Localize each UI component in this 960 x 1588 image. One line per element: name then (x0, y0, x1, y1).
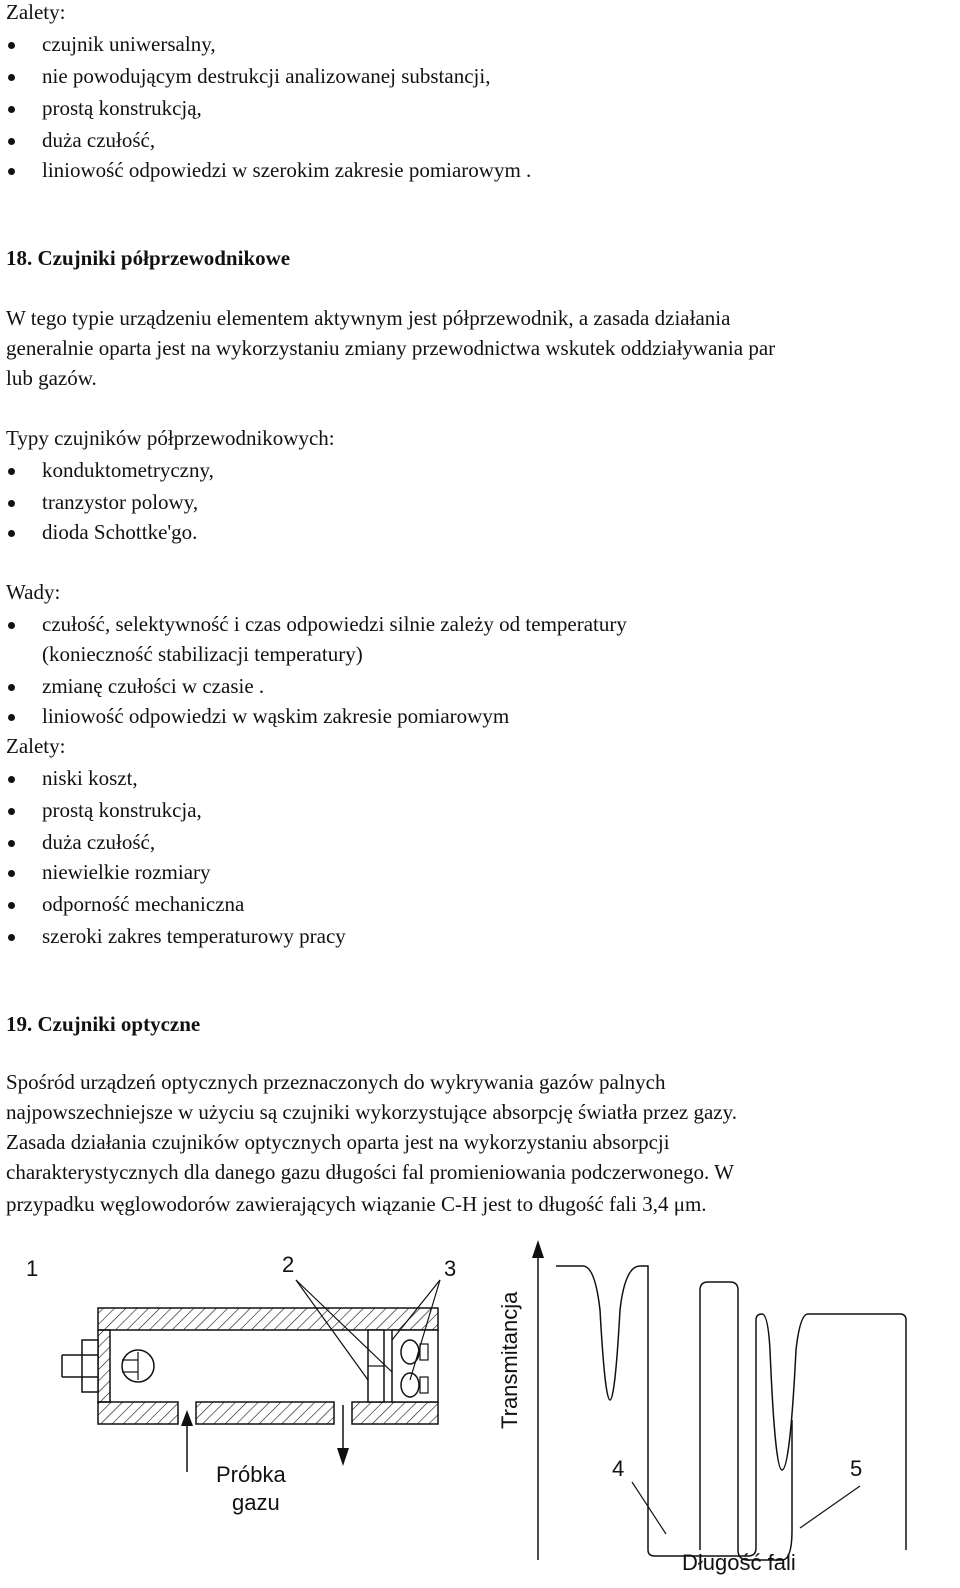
optical-sensor-figure (0, 1230, 960, 1582)
sample-label-line1: Próbka (216, 1462, 286, 1487)
lamp-holder (82, 1340, 98, 1392)
bullet-icon (8, 530, 15, 537)
bullet-icon (8, 622, 15, 629)
detector-lower (401, 1373, 419, 1397)
bullet-icon (8, 168, 15, 175)
label-3: 3 (444, 1256, 457, 1281)
section-heading-19: 19. Czujniki optyczne (6, 1012, 201, 1036)
types-label: Typy czujników półprzewodnikowych: (6, 426, 335, 450)
document-page: Zalety: czujnik uniwersalny, nie powodującym destrukcji analizowanej substancji, prostą konstrukcją, duża czułość, liniowość odpowiedzi w szerokim zakresie pomiarowym . 18. Czujniki półprzewodnikowe W tego typie urządzeniu elementem aktywnym jest półprzewodnik, a zasada działania generalnie oparta jest na wykorzystaniu zmiany przewodnictwa wskutek oddziaływania par lub gazów. Typy czujników półprzewodnikowych: konduktometryczny, tranzystor polowy, dioda Schottke'go. Wady: czułość, selektywność i czas odpowiedzi silnie zależy od temperatury (konieczność stabilizacji temperatury) zmianę czułości w czasie . liniowość odpowiedzi w wąskim zakresie pomiarowym Zalety: niski koszt, prostą konstrukcja, duża czułość, niewielkie rozmiary odporność mechaniczna szeroki zakres temperaturowy pracy 19. Czujniki optyczne Spośród urządzeń optycznych przeznaczonych do wykrywania gazów palnych najpowszechniejsze w użyciu są czujniki wykorzystujące absorpcję światła przez gazy. Zasada działania czujników optycznych oparta jest na wykorzystaniu absorpcji charakterystycznych dla danego gazu długości fal promieniowania podczerwonego. W przypadku węglowodorów zawierających wiązanie C-H jest to długość fali 3,4 μm. 1 2 3 Próbka gazu 4 5 Długość fali Transmitancja (0, 0, 960, 1582)
x-axis-label: Długość fali (682, 1550, 796, 1575)
bullet-icon (8, 500, 15, 507)
bullet-icon (8, 74, 15, 81)
bullet-icon (8, 106, 15, 113)
bullet-icon (8, 714, 15, 721)
list-item-continuation: (konieczność stabilizacji temperatury) (42, 642, 363, 666)
tube-bottom-wall-middle (196, 1402, 334, 1424)
tube-bottom-wall-left (98, 1402, 178, 1424)
bullet-icon (8, 808, 15, 815)
bullet-icon (8, 840, 15, 847)
tube-top-wall (98, 1308, 438, 1330)
paragraph-line: lub gazów. (6, 366, 97, 390)
wady-label: Wady: (6, 580, 61, 604)
paragraph-line: przypadku węglowodorów zawierających wiązanie C-H jest to długość fali 3,4 μm. (6, 1192, 707, 1216)
paragraph-line: Zasada działania czujników optycznych oparta jest na wykorzystaniu absorpcji (6, 1130, 670, 1154)
bullet-icon (8, 902, 15, 909)
sample-label-line2: gazu (232, 1490, 280, 1515)
label-5: 5 (850, 1456, 863, 1481)
paragraph-line: generalnie oparta jest na wykorzystaniu zmiany przewodnictwa wskutek oddziaływania par (6, 336, 776, 360)
section-heading-18: 18. Czujniki półprzewodnikowe (6, 246, 291, 270)
bullet-icon (8, 684, 15, 691)
label-2: 2 (282, 1252, 295, 1277)
paragraph-line: Spośród urządzeń optycznych przeznaczonych do wykrywania gazów palnych (6, 1070, 666, 1094)
y-axis-label: Transmitancja (497, 1291, 522, 1429)
spectrum-inner-curve (700, 1282, 792, 1560)
bullet-icon (8, 468, 15, 475)
paragraph-line: charakterystycznych dla danego gazu długości fal promieniowania podczerwonego. W (6, 1160, 734, 1184)
paragraph-line: W tego typie urządzeniu elementem aktywnym jest półprzewodnik, a zasada działania (6, 306, 731, 330)
label-1: 1 (26, 1256, 39, 1281)
zalety-label: Zalety: (6, 734, 66, 758)
bullet-icon (8, 934, 15, 941)
label-4: 4 (612, 1456, 625, 1481)
spectrum-outer-curve (556, 1266, 906, 1556)
bullet-icon (8, 138, 15, 145)
bullet-icon (8, 776, 15, 783)
zalety-label-prev: Zalety: (6, 0, 66, 24)
tube-left-wall (98, 1330, 110, 1402)
figure-drawing (0, 1230, 960, 1582)
paragraph-line: najpowszechniejsze w użyciu są czujniki wykorzystujące absorpcję światła przez gazy. (6, 1100, 738, 1124)
tube-bottom-wall-right (352, 1402, 438, 1424)
bullet-icon (8, 870, 15, 877)
bullet-icon (8, 42, 15, 49)
